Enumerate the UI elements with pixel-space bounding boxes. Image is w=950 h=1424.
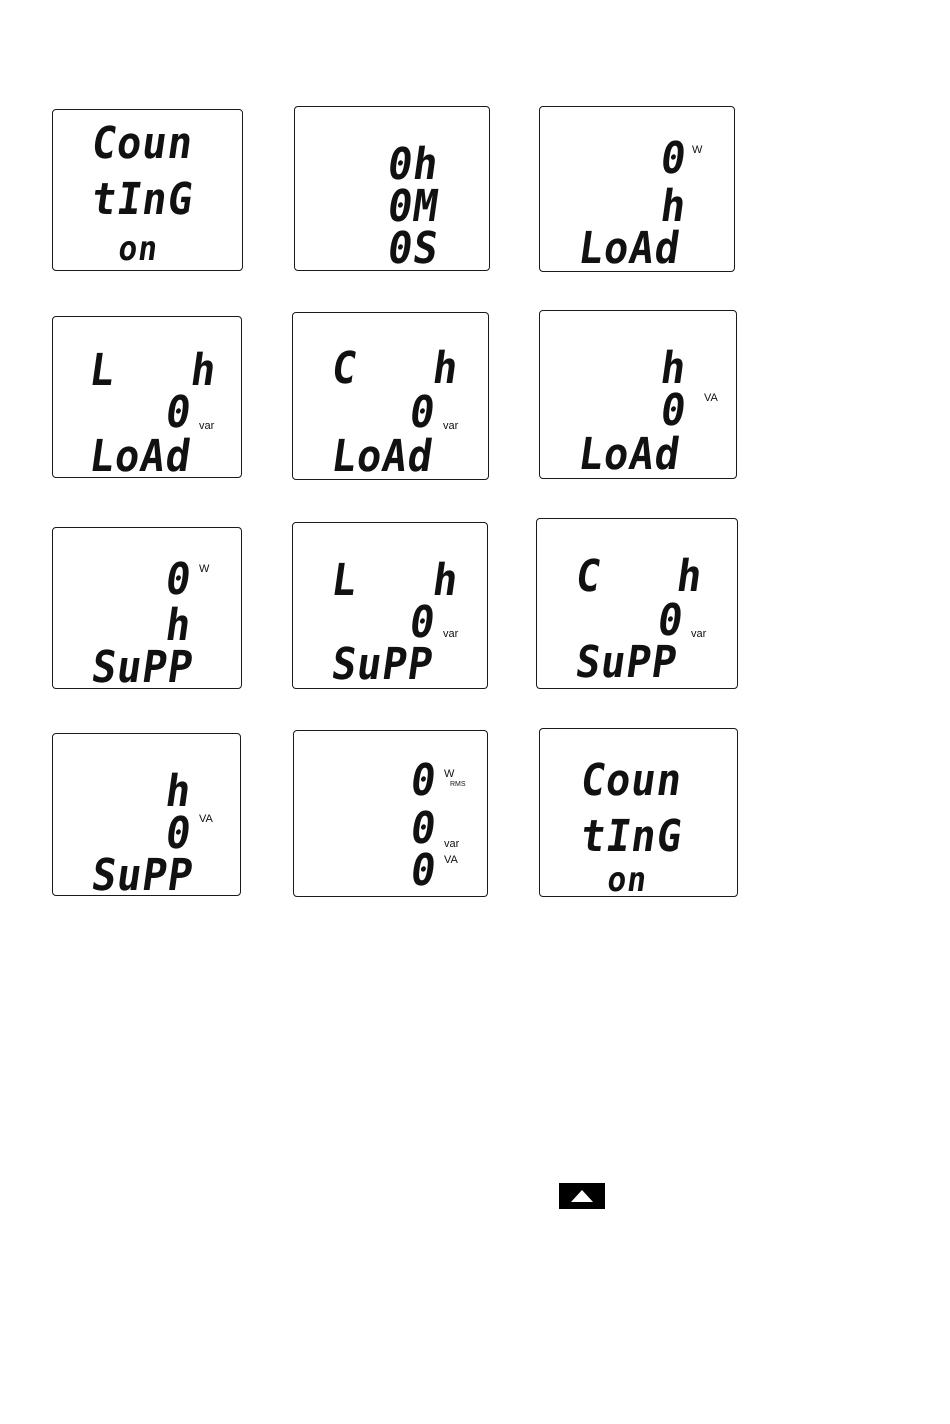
lcd-line: SuPP bbox=[88, 642, 197, 693]
unit-label: W bbox=[692, 144, 703, 156]
lcd-line: L h bbox=[86, 345, 221, 396]
lcd-line: tInG bbox=[88, 174, 197, 225]
unit-label: RMS bbox=[450, 781, 466, 788]
unit-label: W bbox=[444, 768, 455, 780]
lcd-line: 0 bbox=[406, 387, 439, 438]
lcd-line: h bbox=[162, 766, 195, 817]
lcd-line: LoAd bbox=[575, 223, 684, 274]
unit-label: var bbox=[444, 838, 460, 850]
lcd-line: Coun bbox=[577, 755, 686, 806]
lcd-line: 0 bbox=[407, 845, 440, 896]
lcd-line: 0 bbox=[657, 385, 690, 436]
lcd-line: LoAd bbox=[328, 431, 437, 482]
unit-label: VA bbox=[199, 813, 213, 825]
lcd-panel-supp-va bbox=[52, 733, 241, 901]
lcd-line: Coun bbox=[88, 118, 197, 169]
lcd-panel-load-ch-var bbox=[292, 312, 489, 480]
lcd-line: C h bbox=[328, 343, 463, 394]
lcd-panel-instantaneous bbox=[293, 730, 488, 897]
lcd-line: 0 bbox=[657, 133, 690, 184]
lcd-panel-time bbox=[294, 106, 490, 274]
lcd-panel-supp-ch-var bbox=[536, 518, 738, 689]
lcd-line: 0 bbox=[654, 595, 687, 646]
lcd-line: 0S bbox=[384, 223, 443, 274]
lcd-line: SuPP bbox=[88, 850, 197, 901]
lcd-line: 0 bbox=[407, 803, 440, 854]
lcd-panel-counting-on bbox=[52, 109, 243, 271]
lcd-line: L h bbox=[328, 555, 463, 606]
lcd-line: 0 bbox=[162, 554, 195, 605]
lcd-line: 0 bbox=[162, 808, 195, 859]
lcd-line: h bbox=[657, 343, 690, 394]
up-triangle-icon bbox=[571, 1190, 593, 1202]
lcd-line: SuPP bbox=[328, 639, 437, 690]
lcd-line: LoAd bbox=[86, 431, 195, 482]
lcd-line: on bbox=[604, 860, 650, 900]
unit-label: var bbox=[443, 420, 459, 432]
lcd-line: 0 bbox=[162, 387, 195, 438]
lcd-line: SuPP bbox=[572, 637, 681, 688]
unit-label: VA bbox=[704, 392, 718, 404]
lcd-line: h bbox=[657, 181, 690, 232]
lcd-line: LoAd bbox=[575, 429, 684, 480]
lcd-line: 0h bbox=[384, 139, 443, 190]
lcd-line: 0M bbox=[384, 181, 443, 232]
lcd-line: h bbox=[162, 600, 195, 651]
lcd-panel-load-va bbox=[539, 310, 737, 479]
lcd-panel-supp-lh-var bbox=[292, 522, 488, 689]
lcd-line: tInG bbox=[577, 811, 686, 862]
lcd-panel-supp-w bbox=[52, 527, 242, 693]
unit-label: W bbox=[199, 563, 210, 575]
lcd-line: 0 bbox=[406, 597, 439, 648]
lcd-panel-load-lh-var bbox=[52, 316, 242, 482]
lcd-panel-counting-on bbox=[539, 728, 738, 900]
lcd-line: 0 bbox=[407, 755, 440, 806]
lcd-panel-load-w bbox=[539, 106, 735, 272]
lcd-line: C h bbox=[572, 551, 707, 602]
unit-label: var bbox=[199, 420, 215, 432]
unit-label: var bbox=[443, 628, 459, 640]
up-key-symbol bbox=[559, 1183, 605, 1209]
unit-label: var bbox=[691, 628, 707, 640]
unit-label: VA bbox=[444, 854, 458, 866]
lcd-line: on bbox=[115, 229, 161, 269]
